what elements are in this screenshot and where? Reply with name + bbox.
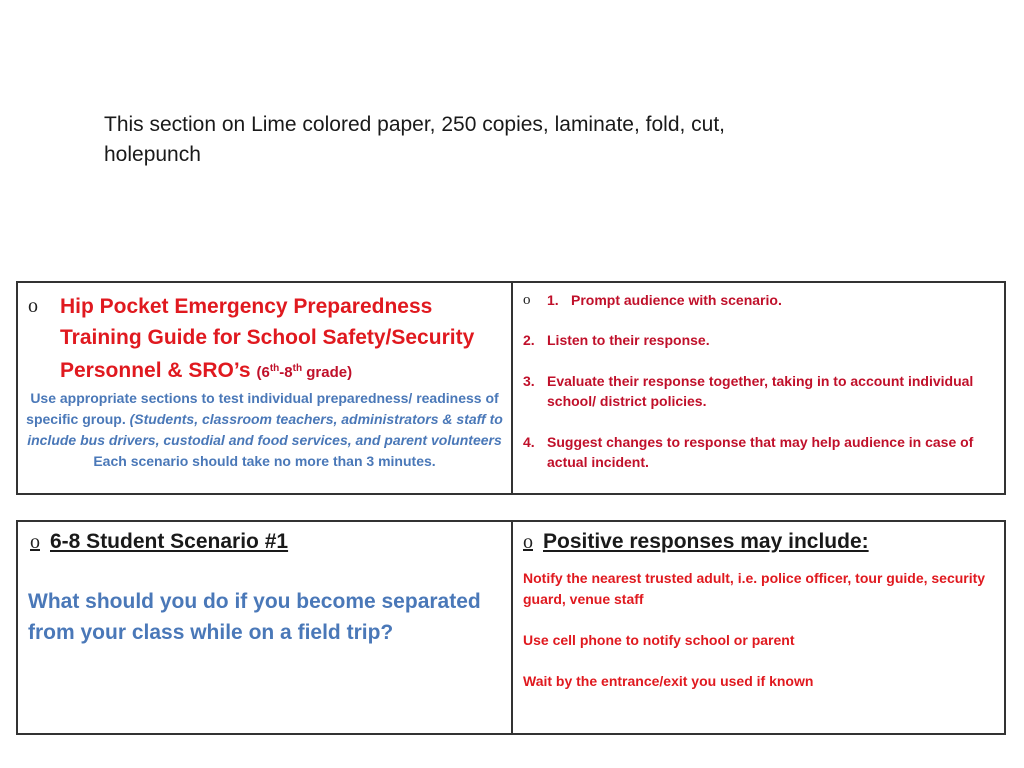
step-item — [523, 432, 994, 472]
bullet-icon: o — [523, 292, 531, 308]
instructions-italic: (Students, classroom teachers, administrators & staff to include bus drivers, custodial and food services, and parent volunteers — [27, 411, 503, 448]
grade-close: grade) — [302, 364, 353, 381]
scenario-cell — [18, 522, 513, 733]
scenario-question: What should you do if you become separated from your class while on a field trip? — [28, 590, 481, 644]
responses-cell — [513, 522, 1004, 733]
grade-sup-1: th — [269, 363, 280, 374]
guide-instructions — [18, 388, 511, 472]
step-item — [523, 290, 994, 310]
responses-title-text: Positive responses may include: — [543, 530, 869, 553]
step-text: Listen to their response. — [547, 332, 710, 348]
steps-cell — [513, 283, 1004, 493]
guide-title-text: Hip Pocket Emergency Preparedness Training Guide for School Safety/Security Personnel & SRO’s — [60, 295, 475, 382]
grade-sup-2: th — [292, 363, 303, 374]
bullet-icon: o — [28, 295, 38, 317]
step-text: Suggest changes to response that may help audience in case of actual incident. — [547, 434, 974, 470]
step-text: Prompt audience with scenario. — [571, 292, 782, 308]
instructions-plain: Use appropriate sections to test individual preparedness/ readiness of specific group. — [26, 390, 499, 427]
bullet-icon: o — [523, 531, 533, 553]
guide-title-cell — [18, 283, 513, 493]
step-item — [523, 371, 994, 411]
grade-open: (6 — [256, 364, 270, 381]
guide-header-box — [16, 281, 1006, 495]
instructions-time-limit: Each scenario should take no more than 3 minutes. — [93, 453, 436, 469]
response-item: Notify the nearest trusted adult, i.e. police officer, tour guide, security guard, venue staff — [523, 570, 986, 607]
guide-title — [18, 283, 511, 388]
printing-instructions: This section on Lime colored paper, 250 copies, laminate, fold, cut, holepunch — [104, 113, 726, 166]
responses-list — [523, 568, 994, 692]
response-item: Wait by the entrance/exit you used if known — [523, 673, 814, 689]
bullet-icon: o — [30, 531, 40, 553]
scenario-box — [16, 520, 1006, 735]
step-number: 3. — [523, 373, 535, 389]
step-number: 2. — [523, 332, 535, 348]
step-number: 4. — [523, 434, 535, 450]
step-item — [523, 330, 994, 350]
scenario-title — [28, 530, 501, 554]
scenario-title-text: 6-8 Student Scenario #1 — [50, 530, 289, 553]
grade-range — [256, 364, 352, 381]
responses-title — [523, 530, 994, 554]
grade-mid: -8 — [279, 364, 293, 381]
response-item: Use cell phone to notify school or parent — [523, 632, 795, 648]
step-text: Evaluate their response together, taking in to account individual school/ district policies. — [547, 373, 974, 409]
step-number: 1. — [547, 292, 559, 308]
